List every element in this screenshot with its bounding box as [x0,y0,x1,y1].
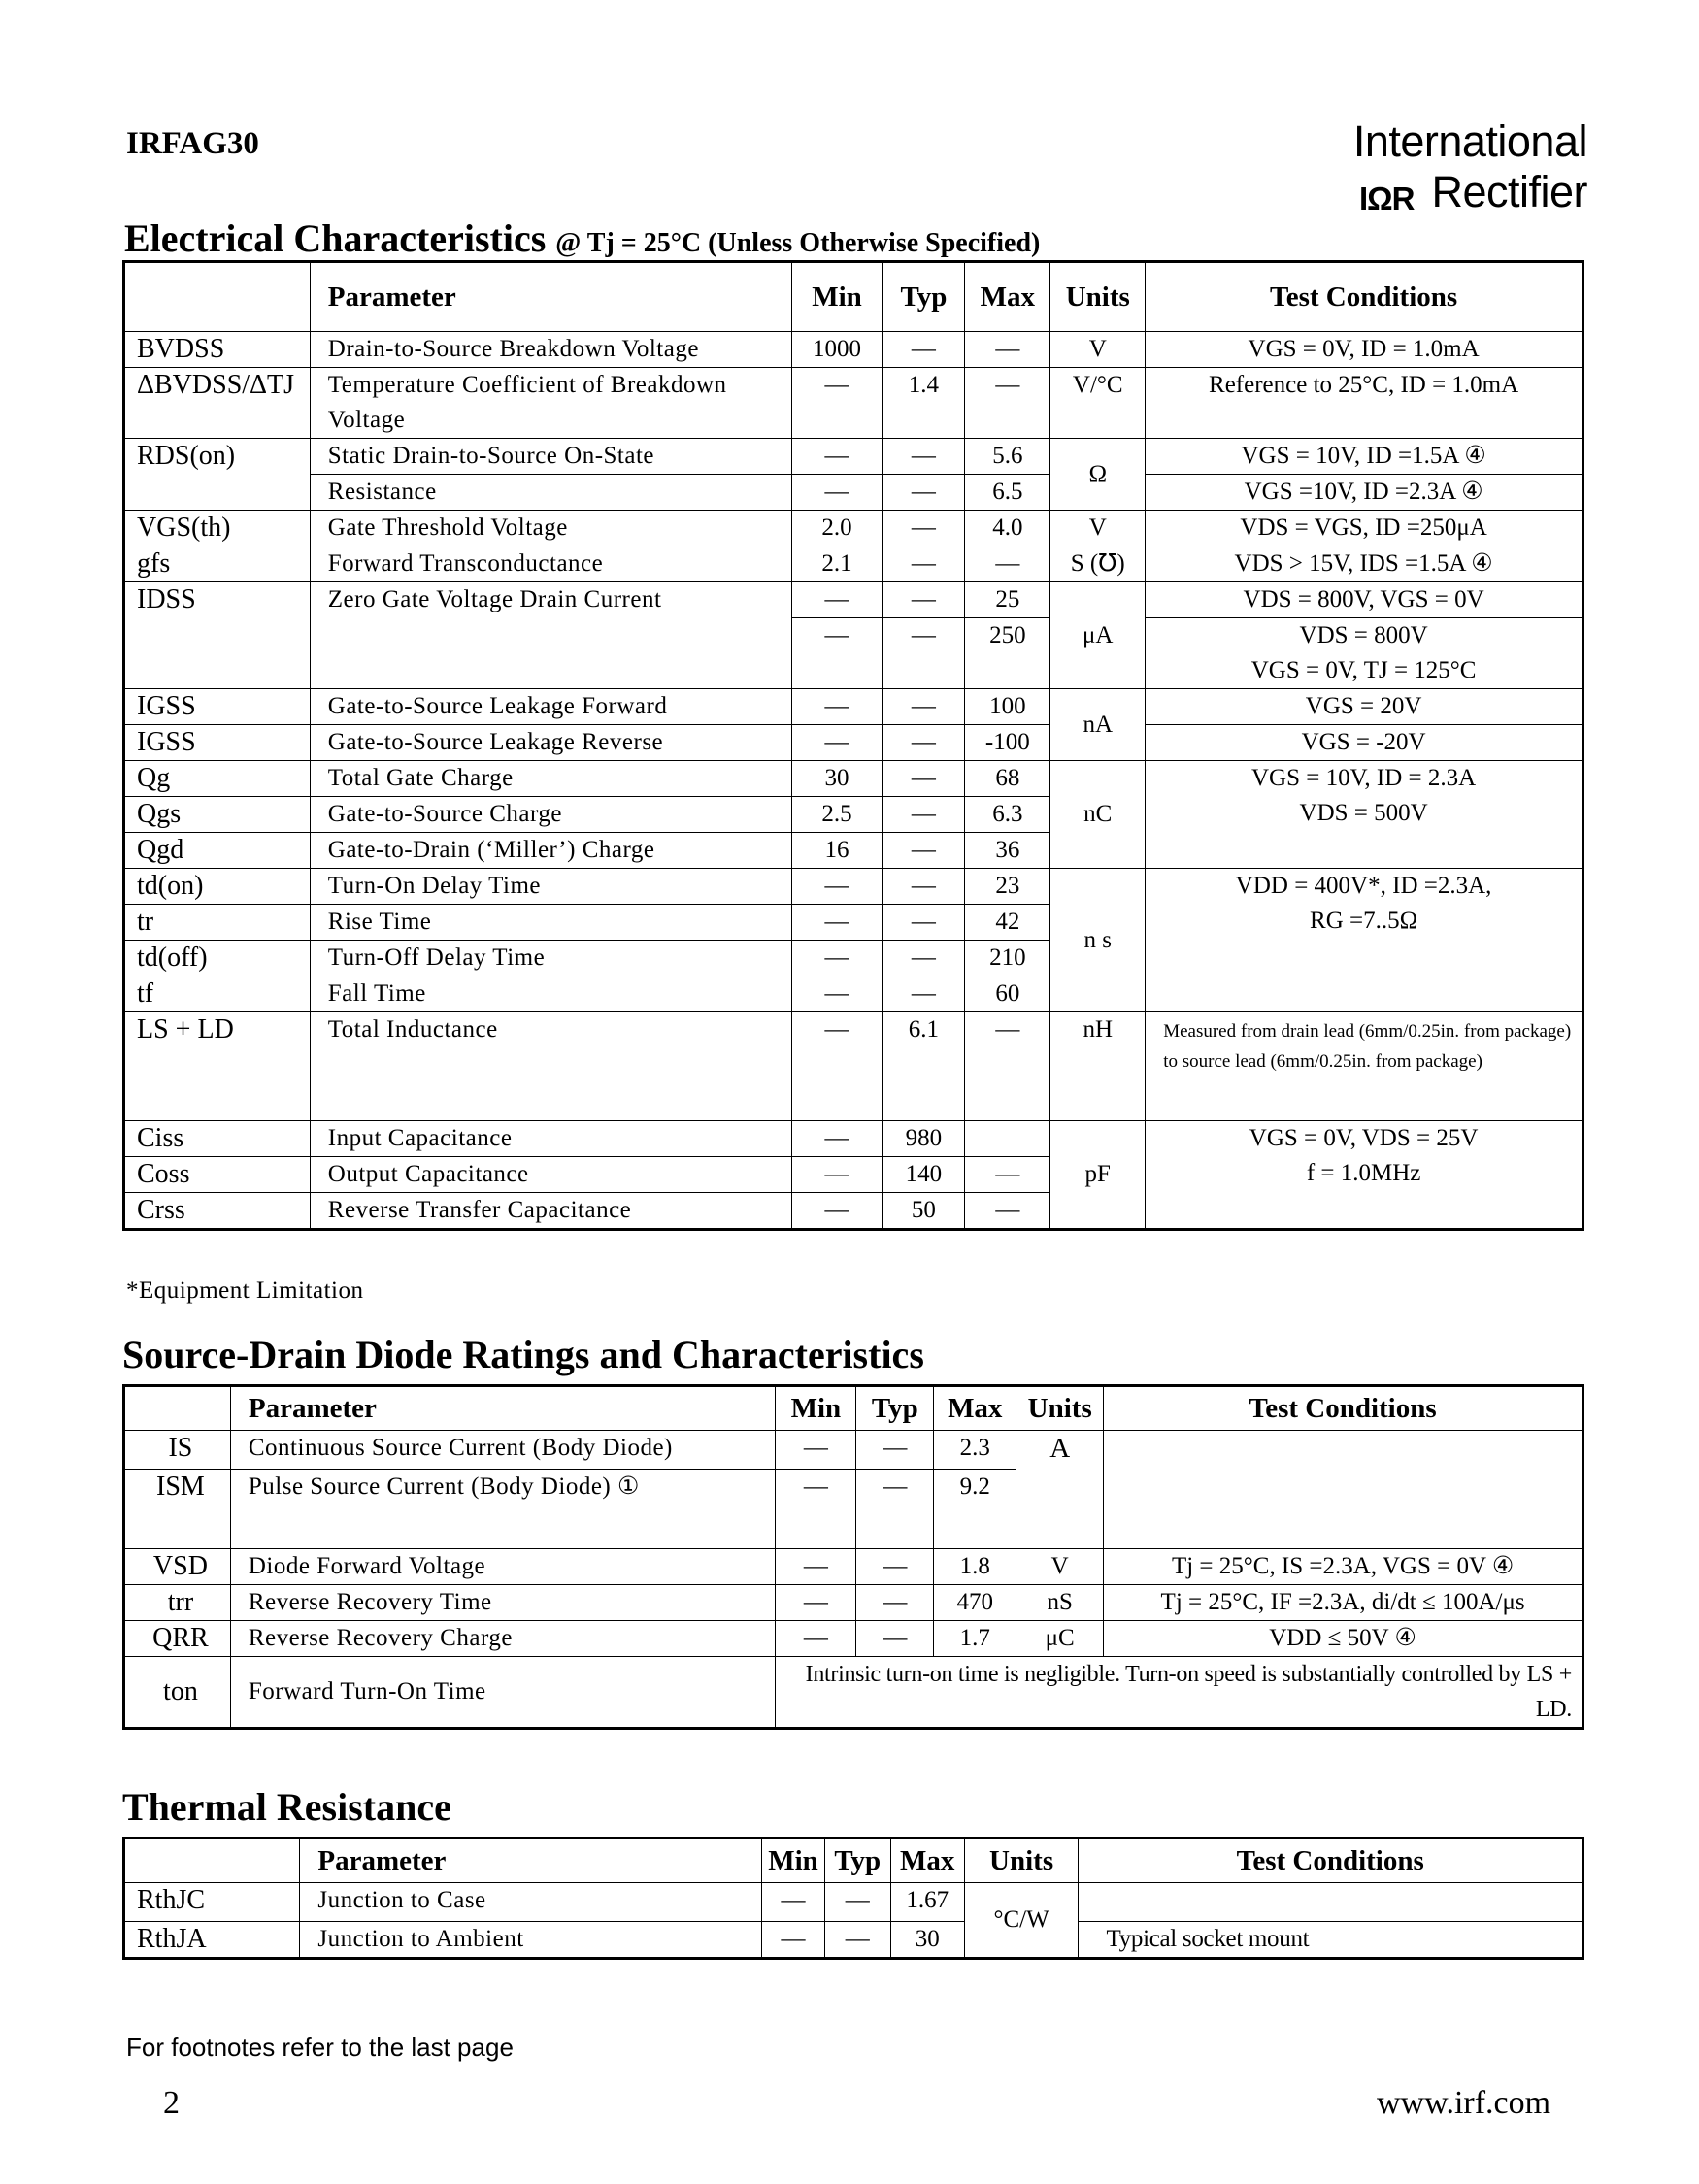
page-number: 2 [163,2085,180,2121]
brand-line1: International [1352,116,1587,166]
table-row: BVDSS Drain-to-Source Breakdown Voltage 1000 — — V VGS = 0V, ID = 1.0mA [124,332,1583,368]
table-row: Qgd Gate-to-Drain (‘Miller’) Charge 16 — 36 [124,833,1583,869]
table-row: Coss Output Capacitance — 140 — [124,1157,1583,1193]
header-typ: Typ [824,1838,890,1883]
table-row: VGS(th) Gate Threshold Voltage 2.0 — 4.0 V VDS = VGS, ID =250μA [124,511,1583,546]
footnote-reference: For footnotes refer to the last page [126,2033,514,2062]
table-row: td(off) Turn-Off Delay Time — — 210 [124,941,1583,976]
table-row: RthJC Junction to Case — — 1.67 °C/W [124,1883,1583,1922]
table-row: ISM Pulse Source Current (Body Diode) ① — — 9.2 [124,1470,1583,1549]
table-row: QRR Reverse Recovery Charge — — 1.7 μC VDD ≤ 50V ④ [124,1621,1583,1657]
diode-title: Source-Drain Diode Ratings and Characteristics [122,1333,924,1376]
header-parameter: Parameter [300,1838,762,1883]
table-row: LS + LD Total Inductance — 6.1 — nH Measured from drain lead (6mm/0.25in. from package) to source lead (6mm/0.25in. from package) [124,1012,1583,1121]
table-row: RDS(on) Static Drain-to-Source On-State — — 5.6 Ω VGS = 10V, ID =1.5A ④ [124,439,1583,475]
header-units: Units [964,1838,1079,1883]
electrical-title: Electrical Characteristics @ Tj = 25°C (Unless Otherwise Specified) [124,216,1041,260]
header-min: Min [791,262,883,332]
brand-line2: Rectifier [1431,167,1587,216]
header-units: Units [1050,262,1146,332]
table-row: Qgs Gate-to-Source Charge 2.5 — 6.3 [124,797,1583,833]
company-logo [1349,116,1587,214]
table-row: ton Forward Turn-On Time Intrinsic turn-on time is negligible. Turn-on speed is substantially controlled by LS + LD. [124,1657,1583,1729]
electrical-table [122,260,1584,1231]
table-header-row [124,262,1583,332]
header-min: Min [776,1386,856,1431]
header-test-conditions: Test Conditions [1079,1838,1583,1883]
table-row: td(on) Turn-On Delay Time — — 23 n s VDD = 400V*, ID =2.3A, RG =7..5Ω [124,869,1583,905]
equipment-limitation-note: *Equipment Limitation [126,1277,364,1304]
table-row: tf Fall Time — — 60 [124,976,1583,1012]
thermal-table [122,1837,1584,1960]
table-row: IDSS Zero Gate Voltage Drain Current — — 25 μA VDS = 800V, VGS = 0V [124,582,1583,618]
table-row: gfs Forward Transconductance 2.1 — — S (℧) VDS > 15V, IDS =1.5A ④ [124,546,1583,582]
thermal-title: Thermal Resistance [122,1785,451,1829]
header-parameter: Parameter [310,262,791,332]
diode-table [122,1384,1584,1730]
table-row: Resistance — — 6.5 VGS =10V, ID =2.3A ④ [124,475,1583,511]
table-row: Crss Reverse Transfer Capacitance — 50 — [124,1193,1583,1230]
header-units: Units [1016,1386,1104,1431]
part-number: IRFAG30 [126,126,259,161]
header-parameter: Parameter [230,1386,776,1431]
header-test-conditions: Test Conditions [1146,262,1583,332]
electrical-condition: @ Tj = 25°C (Unless Otherwise Specified) [555,228,1041,258]
header-max: Max [890,1838,964,1883]
ior-mark: IΩR [1359,181,1415,216]
header-typ: Typ [856,1386,934,1431]
table-row: tr Rise Time — — 42 [124,905,1583,941]
table-row: — — 250 VDS = 800V VGS = 0V, TJ = 125°C [124,618,1583,689]
header-max: Max [934,1386,1016,1431]
table-row: IGSS Gate-to-Source Leakage Forward — — 100 nA VGS = 20V [124,689,1583,725]
table-row: RthJA Junction to Ambient — — 30 Typical socket mount [124,1922,1583,1959]
table-row: IS Continuous Source Current (Body Diode) — — 2.3 A [124,1431,1583,1470]
table-row: IGSS Gate-to-Source Leakage Reverse — — -100 VGS = -20V [124,725,1583,761]
table-row: VSD Diode Forward Voltage — — 1.8 V Tj = 25°C, IS =2.3A, VGS = 0V ④ [124,1549,1583,1585]
table-row: trr Reverse Recovery Time — — 470 nS Tj = 25°C, IF =2.3A, di/dt ≤ 100A/μs [124,1585,1583,1621]
table-header-row [124,1386,1583,1431]
header-min: Min [762,1838,825,1883]
table-row: ΔBVDSS/ΔTJ Temperature Coefficient of Breakdown Voltage — 1.4 — V/°C Reference to 25°C, ID = 1.0mA [124,368,1583,439]
website-url: www.irf.com [1377,2085,1551,2121]
header-test-conditions: Test Conditions [1104,1386,1583,1431]
header-max: Max [965,262,1050,332]
table-row: Ciss Input Capacitance — 980 pF VGS = 0V, VDS = 25V f = 1.0MHz [124,1121,1583,1157]
table-header-row [124,1838,1583,1883]
header-typ: Typ [883,262,965,332]
table-row: Qg Total Gate Charge 30 — 68 nC VGS = 10V, ID = 2.3A VDS = 500V [124,761,1583,797]
